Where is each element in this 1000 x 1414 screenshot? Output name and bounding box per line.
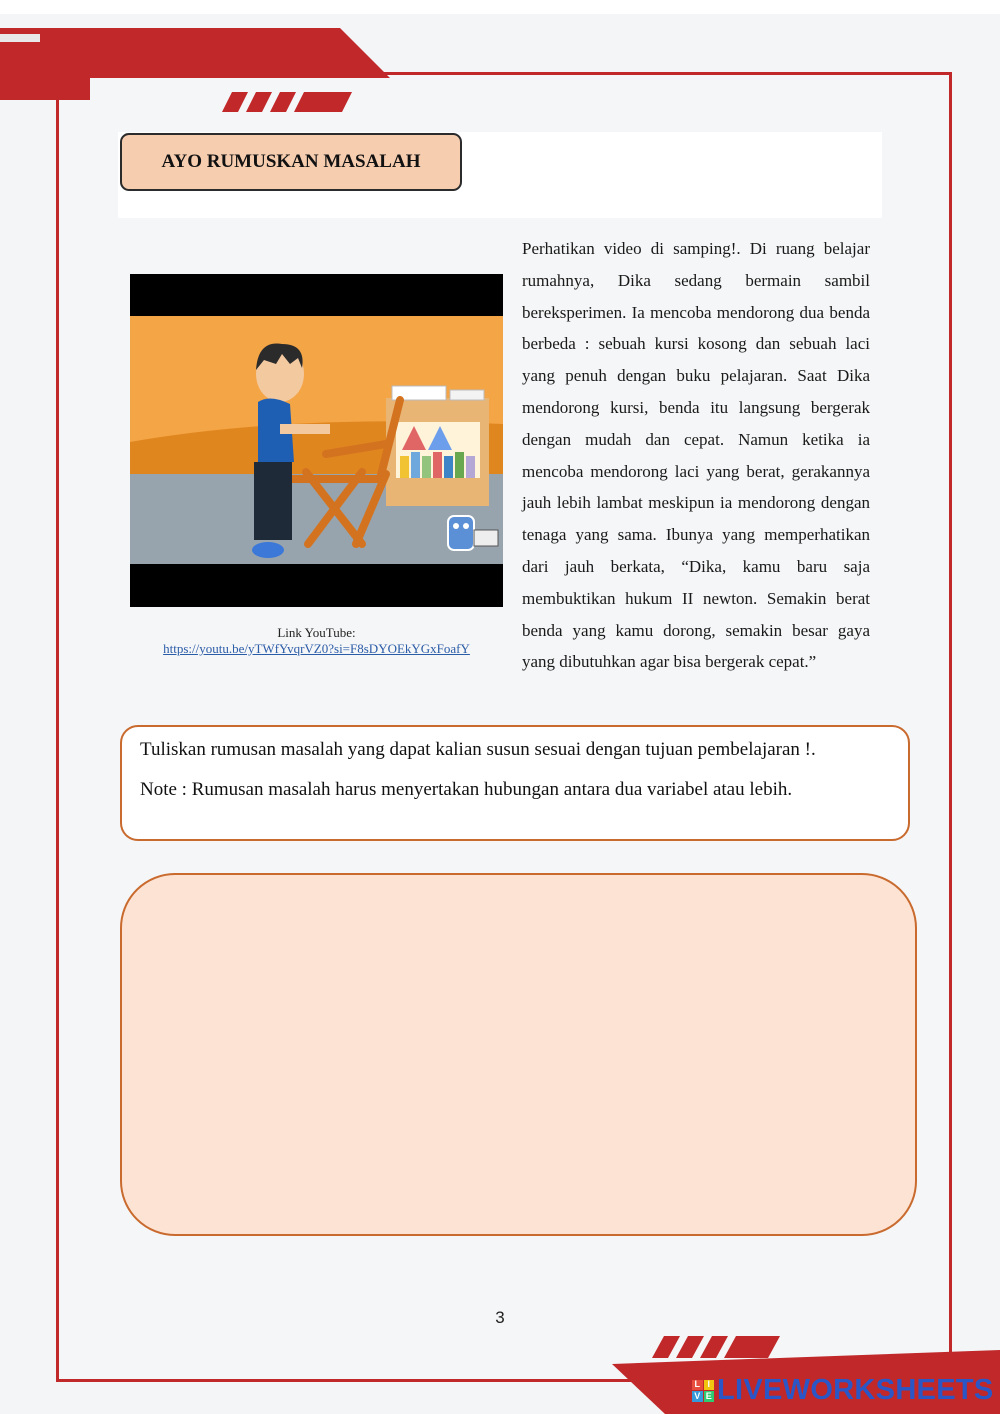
answer-input-box[interactable] [120,873,917,1236]
section-title: AYO RUMUSKAN MASALAH [161,151,421,172]
top-banner [0,28,390,100]
task-instruction: Tuliskan rumusan masalah yang dapat kalian susun sesuai dengan tujuan pembelajaran !. [140,739,816,760]
liveworksheets-wordmark: LIVEWORKSHEETS [717,1374,994,1406]
liveworksheets-brand [692,1374,994,1407]
liveworksheets-logo-icon [692,1380,714,1402]
top-stripe-1 [222,92,248,112]
logo-letter-v: V [692,1391,703,1402]
logo-letter-e: E [704,1391,715,1402]
page-number: 3 [495,1308,505,1327]
section-title-box [120,133,462,191]
bottom-stripe-4 [724,1336,780,1358]
top-banner-accent [0,34,40,42]
video-thumbnail[interactable] [130,274,503,607]
bottom-stripe-1 [652,1336,680,1358]
bottom-stripe-3 [700,1336,728,1358]
task-note: Note : Rumusan masalah harus menyertakan hubungan antara dua variabel atau lebih. [140,779,793,800]
bottom-stripe-2 [676,1336,704,1358]
logo-letter-i: I [704,1380,715,1391]
youtube-link[interactable]: https://youtu.be/yTWfYvqrVZ0?si=F8sDYOEkYGxFoafY [163,641,470,656]
top-stripe-3 [270,92,296,112]
top-stripe-4 [294,92,352,112]
video-caption-label: Link YouTube: [277,625,356,640]
top-stripe-2 [246,92,272,112]
story-paragraph: Perhatikan video di samping!. Di ruang belajar rumahnya, Dika sedang bermain sambil bereksperimen. Ia mencoba mendorong dua benda berbeda : sebuah kursi kosong dan sebuah laci yang penuh dengan buku pelajaran. Saat Dika mendorong kursi, benda itu langsung bergerak dengan mudah dan cepat. Namun ketika ia mencoba mendorong laci yang berat, gerakannya jauh lebih lambat meskipun ia mendorong dengan tenaga yang sama. Ibunya yang memperhatikan dari jauh berkata, “Dika, kamu baru saja membuktikan hukum II newton. Semakin berat benda yang kamu dorong, semakin besar gaya yang dibutuhkan agar bisa bergerak cepat.” [522,239,870,672]
logo-letter-l: L [692,1380,703,1391]
